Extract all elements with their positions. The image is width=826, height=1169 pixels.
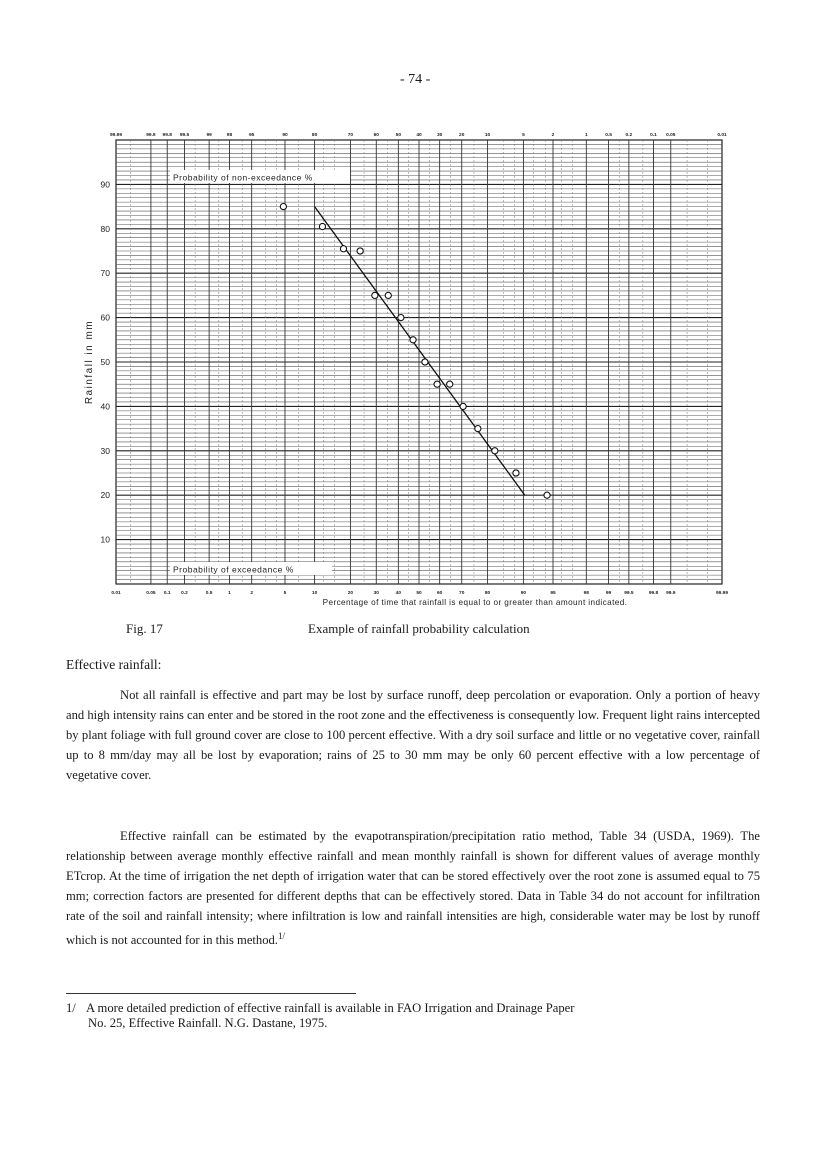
x-tick-label-bottom: 30 [373,591,379,596]
x-tick-label-bottom: 10 [311,591,318,596]
x-tick-label-bottom: 60 [436,591,443,596]
page-number: - 74 - [400,72,431,87]
data-point [372,292,378,298]
x-tick-label-top: 0.1 [650,133,657,138]
x-tick-label-bottom: 50 [416,591,422,596]
x-tick-label-bottom: 98 [583,591,589,596]
x-tick-label-top: 5 [522,133,525,138]
x-tick-label-bottom: 40 [395,591,402,596]
x-tick-label-bottom: 95 [550,591,556,596]
x-tick-label-bottom: 99.5 [624,591,634,596]
y-tick-label: 10 [100,534,110,545]
data-point [460,403,466,409]
x-tick-label-bottom: 99 [605,591,612,596]
x-tick-label-top: 70 [347,133,354,138]
x-tick-label-top: 80 [311,133,318,138]
y-tick-label: 50 [100,357,110,367]
data-point [385,292,391,298]
paragraph-2-text: Effective rainfall can be estimated by the evapotranspiration/precipitation ratio method, Table 34 (USDA, 1969). The relationship between average monthly effective rainfall and mean monthly rainfall is shown for different values of average monthly ETcrop. At the time of irrigation the net depth of irrigation water that can be stored effectively over the root zone is assumed equal to 75 mm; correction factors are presented for different depths that can be effectively stored. Data in Table 34 do not account for infiltration rate of the soil and rainfall intensity; where infiltration is low and rainfall intensities are high, considerable water may be lost by runoff which is not accounted for in this method. [66,829,760,948]
x-tick-label-bottom: 0.5 [205,591,213,596]
x-tick-label-top: 99 [206,133,212,138]
x-tick-label-top: 10 [484,133,491,138]
y-tick-label: 90 [100,179,110,190]
y-tick-label: 30 [100,445,110,456]
x-tick-label-top: 99.8 [162,133,172,138]
exceedance-label: Probability of exceedance % [173,564,294,575]
y-axis-title: Rainfall in mm [84,319,95,405]
x-tick-label-bottom: 70 [459,591,465,596]
y-tick-label: 70 [100,268,110,279]
x-tick-label-top: 0.2 [625,133,633,138]
x-tick-label-bottom: 80 [484,591,491,596]
paragraph-1: Not all rainfall is effective and part may be lost by surface runoff, deep percolation or evaporation. Only a portion of heavy and high intensity rains can enter and be stored in the root zone and the effectiveness is consequently low. Frequent light rains intercepted by plant foliage with full ground cover are close to 100 percent effective. With a dry soil surface and little or no vegetative cover, rainfall up to 8 mm/day may all be lost by evaporation; rains of 25 to 30 mm may be only 60 percent effective with a low percentage of vegetative cover. [66,688,760,782]
footnote-line-1: A more detailed prediction of effective rainfall is available in FAO Irrigation and Drainage Paper [86,1001,575,1015]
x-tick-label-bottom: 0.2 [181,591,188,596]
x-axis-title: Percentage of time that rainfall is equal to or greater than amount indicated. [322,598,628,607]
y-tick-label: 20 [100,490,110,501]
x-tick-label-bottom: 5 [283,591,287,596]
footnote-line-2: No. 25, Effective Rainfall. N.G. Dastane, 1975. [88,1016,328,1030]
x-tick-label-bottom: 2 [250,591,254,596]
data-point [398,315,404,321]
footnote-divider [66,993,356,994]
x-tick-label-bottom: 20 [347,591,354,596]
x-tick-label-bottom: 99.99 [715,591,729,596]
footnote-reference: 1/ [277,931,285,941]
data-point [280,204,286,210]
data-point [422,359,428,365]
data-point [434,381,440,387]
data-point [340,246,346,252]
figure-caption: Example of rainfall probability calculation [308,621,530,636]
x-tick-label-top: 40 [416,133,422,138]
x-tick-label-top: 2 [551,133,555,138]
data-point [410,337,416,343]
x-tick-label-top: 95 [249,133,255,138]
x-tick-label-top: 99.9 [146,133,156,138]
data-point [513,470,519,476]
x-tick-label-top: 60 [373,133,379,138]
data-point [319,223,325,229]
x-tick-label-top: 99.5 [179,133,190,138]
x-tick-label-top: 0.01 [717,133,727,138]
non-exceedance-label: Probability of non-exceedance % [173,172,313,183]
y-tick-label: 60 [100,312,110,323]
x-tick-label-bottom: 0.01 [111,591,121,596]
x-tick-label-bottom: 1 [228,591,231,596]
y-tick-label: 80 [100,223,110,234]
x-tick-label-top: 99.99 [109,133,123,138]
data-point [475,426,481,432]
figure-label: Fig. 17 [126,621,163,636]
data-point [544,492,550,498]
data-point [357,248,363,254]
data-point [447,381,453,387]
x-tick-label-top: 0.5 [605,133,612,138]
x-tick-label-top: 50 [395,133,402,138]
x-tick-label-top: 0.05 [666,133,676,138]
data-point [492,448,498,454]
x-tick-label-top: 20 [459,133,465,138]
x-tick-label-top: 90 [282,133,288,138]
x-tick-label-bottom: 99.9 [666,591,676,596]
footnote-mark: 1/ [66,1001,76,1015]
y-tick-label: 40 [100,401,110,412]
x-tick-label-bottom: 90 [520,591,527,596]
x-tick-label-top: 30 [436,133,443,138]
x-tick-label-top: 98 [226,133,233,138]
x-tick-label-top: 1 [584,133,588,138]
x-tick-label-bottom: 99.8 [648,591,659,596]
x-tick-label-bottom: 0.1 [163,591,171,596]
paragraph-2 [66,826,760,950]
footnote [66,1001,760,1031]
section-heading: Effective rainfall: [66,657,162,672]
x-tick-label-bottom: 0.05 [146,591,156,596]
